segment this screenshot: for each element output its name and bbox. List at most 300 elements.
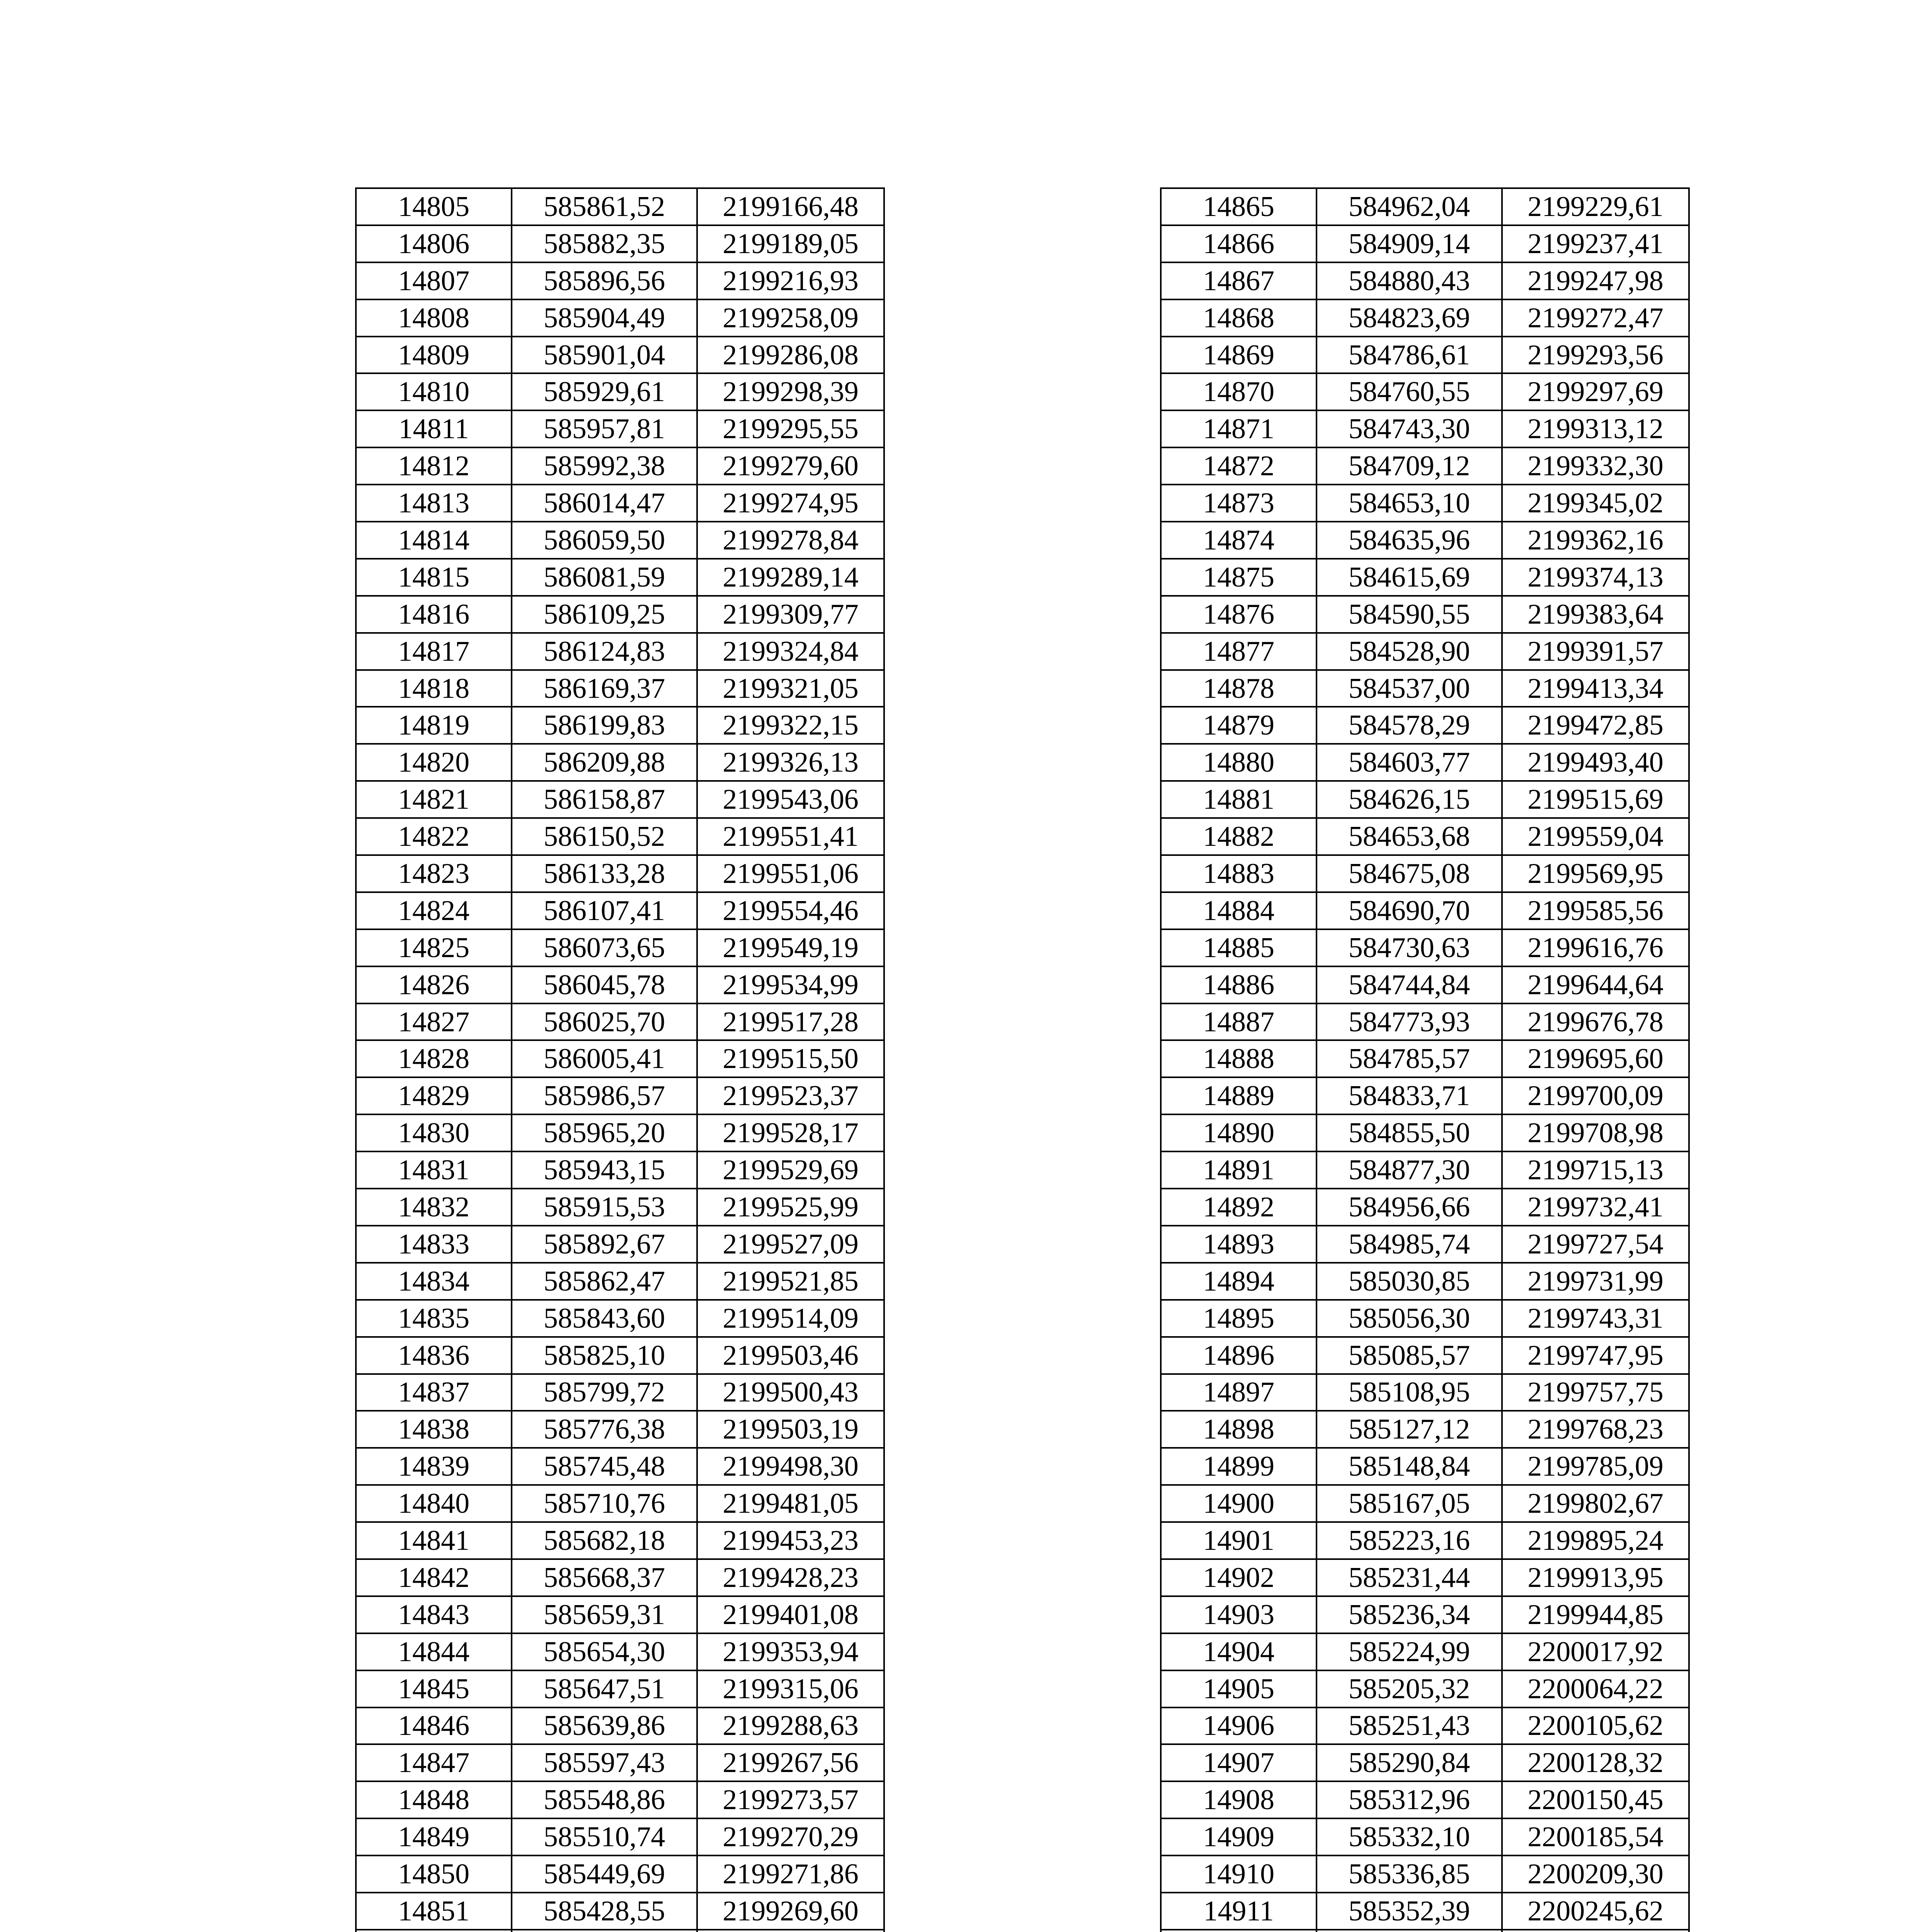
- point-number-cell: 14868: [1161, 299, 1317, 337]
- point-number-cell: 14811: [356, 410, 512, 447]
- x-coordinate-cell: 584744,84: [1317, 966, 1502, 1003]
- point-number-cell: 14830: [356, 1114, 512, 1151]
- table-row: [356, 1263, 884, 1300]
- x-coordinate-cell: 585290,84: [1317, 1744, 1502, 1781]
- point-number-cell: 14813: [356, 485, 512, 522]
- point-number-cell: 14903: [1161, 1596, 1317, 1633]
- x-coordinate-cell: 585799,72: [512, 1374, 697, 1411]
- point-number-cell: 14889: [1161, 1077, 1317, 1114]
- table-row: [356, 1077, 884, 1114]
- table-row: [1161, 1930, 1689, 1932]
- y-coordinate-cell: 2199514,09: [697, 1300, 884, 1337]
- y-coordinate-cell: 2199515,50: [697, 1040, 884, 1077]
- point-number-cell: 14807: [356, 262, 512, 299]
- point-number-cell: 14902: [1161, 1559, 1317, 1596]
- x-coordinate-cell: 585861,52: [512, 188, 697, 225]
- y-coordinate-cell: 2199527,09: [697, 1226, 884, 1263]
- point-number-cell: 14885: [1161, 929, 1317, 966]
- table-row: [356, 299, 884, 337]
- table-row: [356, 744, 884, 781]
- table-row: [356, 855, 884, 892]
- y-coordinate-cell: 2199216,93: [697, 262, 884, 299]
- point-number-cell: 14876: [1161, 596, 1317, 633]
- table-row: [1161, 1151, 1689, 1189]
- point-number-cell: 14806: [356, 225, 512, 262]
- point-number-cell: 14812: [356, 447, 512, 485]
- table-row: [356, 1522, 884, 1559]
- x-coordinate-cell: 585904,49: [512, 299, 697, 337]
- x-coordinate-cell: 584823,69: [1317, 299, 1502, 337]
- x-coordinate-cell: 585167,05: [1317, 1485, 1502, 1522]
- point-number-cell: 14817: [356, 633, 512, 670]
- point-number-cell: 14842: [356, 1559, 512, 1596]
- y-coordinate-cell: 2199644,64: [1502, 966, 1689, 1003]
- y-coordinate-cell: 2199247,98: [1502, 262, 1689, 299]
- table-row: [1161, 262, 1689, 299]
- table-row: [356, 818, 884, 855]
- table-row: [356, 1040, 884, 1077]
- x-coordinate-cell: 585892,67: [512, 1226, 697, 1263]
- table-row: [1161, 1189, 1689, 1226]
- x-coordinate-cell: 584956,66: [1317, 1189, 1502, 1226]
- table-row: [356, 1708, 884, 1745]
- x-coordinate-cell: 585332,10: [1317, 1818, 1502, 1855]
- table-row: [1161, 447, 1689, 485]
- y-coordinate-cell: 2199271,86: [697, 1855, 884, 1893]
- table-row: [1161, 559, 1689, 596]
- y-coordinate-cell: 2199500,43: [697, 1374, 884, 1411]
- table-row: [356, 1633, 884, 1670]
- x-coordinate-cell: 586133,28: [512, 855, 697, 892]
- y-coordinate-cell: 2199391,57: [1502, 633, 1689, 670]
- point-number-cell: 14873: [1161, 485, 1317, 522]
- x-coordinate-cell: 585825,10: [512, 1337, 697, 1374]
- table-row: [1161, 1818, 1689, 1855]
- y-coordinate-cell: 2199326,13: [697, 744, 884, 781]
- table-row: [1161, 1855, 1689, 1893]
- table-row: [1161, 1003, 1689, 1041]
- x-coordinate-cell: 584590,55: [1317, 596, 1502, 633]
- x-coordinate-cell: 585312,96: [1317, 1781, 1502, 1818]
- point-number-cell: 14836: [356, 1337, 512, 1374]
- point-number-cell: 14899: [1161, 1448, 1317, 1485]
- table-row: [356, 1300, 884, 1337]
- x-coordinate-cell: 585428,55: [512, 1893, 697, 1930]
- x-coordinate-cell: 584855,50: [1317, 1114, 1502, 1151]
- table-row: [1161, 1300, 1689, 1337]
- y-coordinate-cell: 2199286,08: [697, 337, 884, 374]
- y-coordinate-cell: 2199559,04: [1502, 818, 1689, 855]
- x-coordinate-cell: 585843,60: [512, 1300, 697, 1337]
- table-row: [356, 1374, 884, 1411]
- point-number-cell: 14906: [1161, 1708, 1317, 1745]
- y-coordinate-cell: 2199616,76: [1502, 929, 1689, 966]
- y-coordinate-cell: 2199727,54: [1502, 1226, 1689, 1263]
- y-coordinate-cell: 2199708,98: [1502, 1114, 1689, 1151]
- point-number-cell: 14843: [356, 1596, 512, 1633]
- x-coordinate-cell: 586109,25: [512, 596, 697, 633]
- x-coordinate-cell: 584603,77: [1317, 744, 1502, 781]
- point-number-cell: 14884: [1161, 892, 1317, 929]
- y-coordinate-cell: 2199481,05: [697, 1485, 884, 1522]
- point-number-cell: 14871: [1161, 410, 1317, 447]
- table-row: [1161, 485, 1689, 522]
- x-coordinate-cell: 585929,61: [512, 373, 697, 410]
- x-coordinate-cell: 585336,85: [1317, 1855, 1502, 1893]
- x-coordinate-cell: 586107,41: [512, 892, 697, 929]
- table-row: [1161, 225, 1689, 262]
- point-number-cell: 14837: [356, 1374, 512, 1411]
- table-row: [1161, 1374, 1689, 1411]
- y-coordinate-cell: 2199802,67: [1502, 1485, 1689, 1522]
- y-coordinate-cell: [697, 1930, 884, 1932]
- y-coordinate-cell: 2200128,32: [1502, 1744, 1689, 1781]
- y-coordinate-cell: 2199289,14: [697, 559, 884, 596]
- point-number-cell: 14905: [1161, 1670, 1317, 1708]
- table-row: [1161, 892, 1689, 929]
- table-row: [356, 670, 884, 707]
- point-number-cell: 14901: [1161, 1522, 1317, 1559]
- point-number-cell: 14846: [356, 1708, 512, 1745]
- x-coordinate-cell: 585056,30: [1317, 1300, 1502, 1337]
- x-coordinate-cell: 584877,30: [1317, 1151, 1502, 1189]
- table-row: [1161, 522, 1689, 559]
- x-coordinate-cell: 585965,20: [512, 1114, 697, 1151]
- table-row: [1161, 1485, 1689, 1522]
- y-coordinate-cell: 2199428,23: [697, 1559, 884, 1596]
- x-coordinate-cell: 586073,65: [512, 929, 697, 966]
- point-number-cell: 14887: [1161, 1003, 1317, 1041]
- y-coordinate-cell: 2199498,30: [697, 1448, 884, 1485]
- y-coordinate-cell: 2199743,31: [1502, 1300, 1689, 1337]
- point-number-cell: 14900: [1161, 1485, 1317, 1522]
- table-row: [356, 188, 884, 225]
- x-coordinate-cell: 584786,61: [1317, 337, 1502, 374]
- x-coordinate-cell: 585449,69: [512, 1855, 697, 1893]
- table-row: [1161, 410, 1689, 447]
- x-coordinate-cell: 586045,78: [512, 966, 697, 1003]
- table-row: [356, 410, 884, 447]
- point-number-cell: 14848: [356, 1781, 512, 1818]
- table-row: [356, 1855, 884, 1893]
- x-coordinate-cell: 585745,48: [512, 1448, 697, 1485]
- point-number-cell: 14880: [1161, 744, 1317, 781]
- point-number-cell: 14910: [1161, 1855, 1317, 1893]
- table-row: [356, 966, 884, 1003]
- table-row: [1161, 1522, 1689, 1559]
- table-row: [356, 1670, 884, 1708]
- table-row: [356, 1818, 884, 1855]
- point-number-cell: 14832: [356, 1189, 512, 1226]
- table-row: [356, 559, 884, 596]
- point-number-cell: 14879: [1161, 707, 1317, 744]
- x-coordinate-cell: 584962,04: [1317, 188, 1502, 225]
- y-coordinate-cell: 2199715,13: [1502, 1151, 1689, 1189]
- x-coordinate-cell: 585597,43: [512, 1744, 697, 1781]
- x-coordinate-cell: [512, 1930, 697, 1932]
- y-coordinate-cell: 2199549,19: [697, 929, 884, 966]
- x-coordinate-cell: 585986,57: [512, 1077, 697, 1114]
- table-row: [356, 337, 884, 374]
- table-row: [356, 1411, 884, 1448]
- x-coordinate-cell: 585548,86: [512, 1781, 697, 1818]
- y-coordinate-cell: 2199525,99: [697, 1189, 884, 1226]
- y-coordinate-cell: 2199554,46: [697, 892, 884, 929]
- x-coordinate-cell: 585352,39: [1317, 1893, 1502, 1930]
- x-coordinate-cell: 584730,63: [1317, 929, 1502, 966]
- table-row: [356, 1893, 884, 1930]
- y-coordinate-cell: 2199279,60: [697, 447, 884, 485]
- table-row: [356, 1003, 884, 1041]
- table-row: [1161, 1337, 1689, 1374]
- point-number-cell: 14818: [356, 670, 512, 707]
- y-coordinate-cell: 2199297,69: [1502, 373, 1689, 410]
- y-coordinate-cell: 2199453,23: [697, 1522, 884, 1559]
- point-number-cell: 14840: [356, 1485, 512, 1522]
- table-row: [1161, 1781, 1689, 1818]
- x-coordinate-cell: 584626,15: [1317, 781, 1502, 818]
- point-number-cell: 14896: [1161, 1337, 1317, 1374]
- y-coordinate-cell: 2199503,46: [697, 1337, 884, 1374]
- x-coordinate-cell: 585223,16: [1317, 1522, 1502, 1559]
- table-row: [1161, 188, 1689, 225]
- x-coordinate-cell: 585710,76: [512, 1485, 697, 1522]
- table-row: [1161, 596, 1689, 633]
- y-coordinate-cell: 2199295,55: [697, 410, 884, 447]
- y-coordinate-cell: 2199166,48: [697, 188, 884, 225]
- point-number-cell: 14847: [356, 1744, 512, 1781]
- y-coordinate-cell: 2199529,69: [697, 1151, 884, 1189]
- y-coordinate-cell: 2199521,85: [697, 1263, 884, 1300]
- y-coordinate-cell: 2199895,24: [1502, 1522, 1689, 1559]
- x-coordinate-cell: 584675,08: [1317, 855, 1502, 892]
- table-row: [356, 929, 884, 966]
- x-coordinate-cell: 584760,55: [1317, 373, 1502, 410]
- table-row: [356, 1485, 884, 1522]
- x-coordinate-cell: 586005,41: [512, 1040, 697, 1077]
- point-number-cell: 14822: [356, 818, 512, 855]
- point-number-cell: [1161, 1930, 1317, 1932]
- point-number-cell: 14850: [356, 1855, 512, 1893]
- y-coordinate-cell: 2199551,41: [697, 818, 884, 855]
- table-row: [1161, 337, 1689, 374]
- x-coordinate-cell: 585030,85: [1317, 1263, 1502, 1300]
- point-number-cell: 14882: [1161, 818, 1317, 855]
- x-coordinate-cell: 584985,74: [1317, 1226, 1502, 1263]
- y-coordinate-cell: 2199267,56: [697, 1744, 884, 1781]
- x-coordinate-cell: 584690,70: [1317, 892, 1502, 929]
- y-coordinate-cell: 2199913,95: [1502, 1559, 1689, 1596]
- table-row: [356, 1226, 884, 1263]
- table-row: [1161, 373, 1689, 410]
- x-coordinate-cell: 584537,00: [1317, 670, 1502, 707]
- y-coordinate-cell: 2199374,13: [1502, 559, 1689, 596]
- y-coordinate-cell: 2199229,61: [1502, 188, 1689, 225]
- table-row: [1161, 1744, 1689, 1781]
- point-number-cell: 14911: [1161, 1893, 1317, 1930]
- x-coordinate-cell: 585205,32: [1317, 1670, 1502, 1708]
- table-row: [1161, 633, 1689, 670]
- y-coordinate-cell: 2199272,47: [1502, 299, 1689, 337]
- x-coordinate-cell: 584709,12: [1317, 447, 1502, 485]
- y-coordinate-cell: 2199523,37: [697, 1077, 884, 1114]
- point-number-cell: 14835: [356, 1300, 512, 1337]
- table-row: [1161, 299, 1689, 337]
- point-number-cell: 14908: [1161, 1781, 1317, 1818]
- x-coordinate-cell: 586158,87: [512, 781, 697, 818]
- table-row: [1161, 1077, 1689, 1114]
- x-coordinate-cell: 584743,30: [1317, 410, 1502, 447]
- point-number-cell: 14872: [1161, 447, 1317, 485]
- point-number-cell: 14866: [1161, 225, 1317, 262]
- table-row: [1161, 781, 1689, 818]
- y-coordinate-cell: 2199278,84: [697, 522, 884, 559]
- x-coordinate-cell: 585085,57: [1317, 1337, 1502, 1374]
- x-coordinate-cell: 585148,84: [1317, 1448, 1502, 1485]
- point-number-cell: 14881: [1161, 781, 1317, 818]
- y-coordinate-cell: 2199731,99: [1502, 1263, 1689, 1300]
- x-coordinate-cell: 586124,83: [512, 633, 697, 670]
- x-coordinate-cell: 584909,14: [1317, 225, 1502, 262]
- y-coordinate-cell: [1502, 1930, 1689, 1932]
- table-row: [356, 522, 884, 559]
- x-coordinate-cell: 586199,83: [512, 707, 697, 744]
- x-coordinate-cell: 584615,69: [1317, 559, 1502, 596]
- x-coordinate-cell: 585896,56: [512, 262, 697, 299]
- y-coordinate-cell: 2199695,60: [1502, 1040, 1689, 1077]
- x-coordinate-cell: [1317, 1930, 1502, 1932]
- table-row: [1161, 1448, 1689, 1485]
- y-coordinate-cell: 2199362,16: [1502, 522, 1689, 559]
- y-coordinate-cell: 2199401,08: [697, 1596, 884, 1633]
- point-number-cell: 14823: [356, 855, 512, 892]
- y-coordinate-cell: 2199309,77: [697, 596, 884, 633]
- x-coordinate-cell: 585108,95: [1317, 1374, 1502, 1411]
- y-coordinate-cell: 2199345,02: [1502, 485, 1689, 522]
- x-coordinate-cell: 584653,68: [1317, 818, 1502, 855]
- x-coordinate-cell: 586059,50: [512, 522, 697, 559]
- x-coordinate-cell: 585682,18: [512, 1522, 697, 1559]
- y-coordinate-cell: 2199269,60: [697, 1893, 884, 1930]
- point-number-cell: 14891: [1161, 1151, 1317, 1189]
- x-coordinate-cell: 585957,81: [512, 410, 697, 447]
- point-number-cell: 14849: [356, 1818, 512, 1855]
- point-number-cell: 14895: [1161, 1300, 1317, 1337]
- y-coordinate-cell: 2199543,06: [697, 781, 884, 818]
- x-coordinate-cell: 585127,12: [1317, 1411, 1502, 1448]
- y-coordinate-cell: 2199313,12: [1502, 410, 1689, 447]
- y-coordinate-cell: 2199472,85: [1502, 707, 1689, 744]
- point-number-cell: 14883: [1161, 855, 1317, 892]
- point-number-cell: 14886: [1161, 966, 1317, 1003]
- table-row: [356, 596, 884, 633]
- table-row: [356, 373, 884, 410]
- point-number-cell: 14878: [1161, 670, 1317, 707]
- table-row: [356, 447, 884, 485]
- y-coordinate-cell: 2199315,06: [697, 1670, 884, 1708]
- x-coordinate-cell: 585862,47: [512, 1263, 697, 1300]
- table-row: [1161, 966, 1689, 1003]
- y-coordinate-cell: 2199189,05: [697, 225, 884, 262]
- y-coordinate-cell: 2199585,56: [1502, 892, 1689, 929]
- table-row: [356, 892, 884, 929]
- coordinates-table-body: [356, 188, 884, 1932]
- x-coordinate-cell: 585639,86: [512, 1708, 697, 1745]
- x-coordinate-cell: 585992,38: [512, 447, 697, 485]
- x-coordinate-cell: 586025,70: [512, 1003, 697, 1041]
- x-coordinate-cell: 584528,90: [1317, 633, 1502, 670]
- x-coordinate-cell: 585901,04: [512, 337, 697, 374]
- point-number-cell: 14867: [1161, 262, 1317, 299]
- x-coordinate-cell: 584635,96: [1317, 522, 1502, 559]
- table-row: [1161, 670, 1689, 707]
- point-number-cell: 14828: [356, 1040, 512, 1077]
- x-coordinate-cell: 585659,31: [512, 1596, 697, 1633]
- point-number-cell: 14898: [1161, 1411, 1317, 1448]
- table-row: [1161, 1263, 1689, 1300]
- y-coordinate-cell: 2199274,95: [697, 485, 884, 522]
- y-coordinate-cell: 2199569,95: [1502, 855, 1689, 892]
- y-coordinate-cell: 2199944,85: [1502, 1596, 1689, 1633]
- y-coordinate-cell: 2199534,99: [697, 966, 884, 1003]
- y-coordinate-cell: 2199324,84: [697, 633, 884, 670]
- point-number-cell: 14894: [1161, 1263, 1317, 1300]
- y-coordinate-cell: 2199515,69: [1502, 781, 1689, 818]
- point-number-cell: 14851: [356, 1893, 512, 1930]
- coordinates-table-body: [1161, 188, 1689, 1932]
- x-coordinate-cell: 584578,29: [1317, 707, 1502, 744]
- table-row: [1161, 1670, 1689, 1708]
- y-coordinate-cell: 2199322,15: [697, 707, 884, 744]
- point-number-cell: 14841: [356, 1522, 512, 1559]
- y-coordinate-cell: 2199747,95: [1502, 1337, 1689, 1374]
- point-number-cell: 14844: [356, 1633, 512, 1670]
- point-number-cell: 14805: [356, 188, 512, 225]
- table-row: [1161, 1708, 1689, 1745]
- point-number-cell: 14888: [1161, 1040, 1317, 1077]
- y-coordinate-cell: 2200185,54: [1502, 1818, 1689, 1855]
- point-number-cell: 14814: [356, 522, 512, 559]
- table-row: [356, 1114, 884, 1151]
- table-row: [356, 485, 884, 522]
- x-coordinate-cell: 586014,47: [512, 485, 697, 522]
- table-row: [1161, 1040, 1689, 1077]
- y-coordinate-cell: 2199273,57: [697, 1781, 884, 1818]
- point-number-cell: 14831: [356, 1151, 512, 1189]
- x-coordinate-cell: 586150,52: [512, 818, 697, 855]
- point-number-cell: 14821: [356, 781, 512, 818]
- y-coordinate-cell: 2199493,40: [1502, 744, 1689, 781]
- y-coordinate-cell: 2199503,19: [697, 1411, 884, 1448]
- point-number-cell: 14833: [356, 1226, 512, 1263]
- y-coordinate-cell: 2199517,28: [697, 1003, 884, 1041]
- table-row: [356, 707, 884, 744]
- table-row: [356, 633, 884, 670]
- x-coordinate-cell: 585882,35: [512, 225, 697, 262]
- x-coordinate-cell: 585915,53: [512, 1189, 697, 1226]
- table-row: [1161, 929, 1689, 966]
- y-coordinate-cell: 2199383,64: [1502, 596, 1689, 633]
- y-coordinate-cell: 2199676,78: [1502, 1003, 1689, 1041]
- table-row: [1161, 707, 1689, 744]
- table-row: [1161, 1596, 1689, 1633]
- x-coordinate-cell: 586169,37: [512, 670, 697, 707]
- point-number-cell: 14870: [1161, 373, 1317, 410]
- point-number-cell: 14815: [356, 559, 512, 596]
- point-number-cell: 14875: [1161, 559, 1317, 596]
- y-coordinate-cell: 2199757,75: [1502, 1374, 1689, 1411]
- table-row: [1161, 1559, 1689, 1596]
